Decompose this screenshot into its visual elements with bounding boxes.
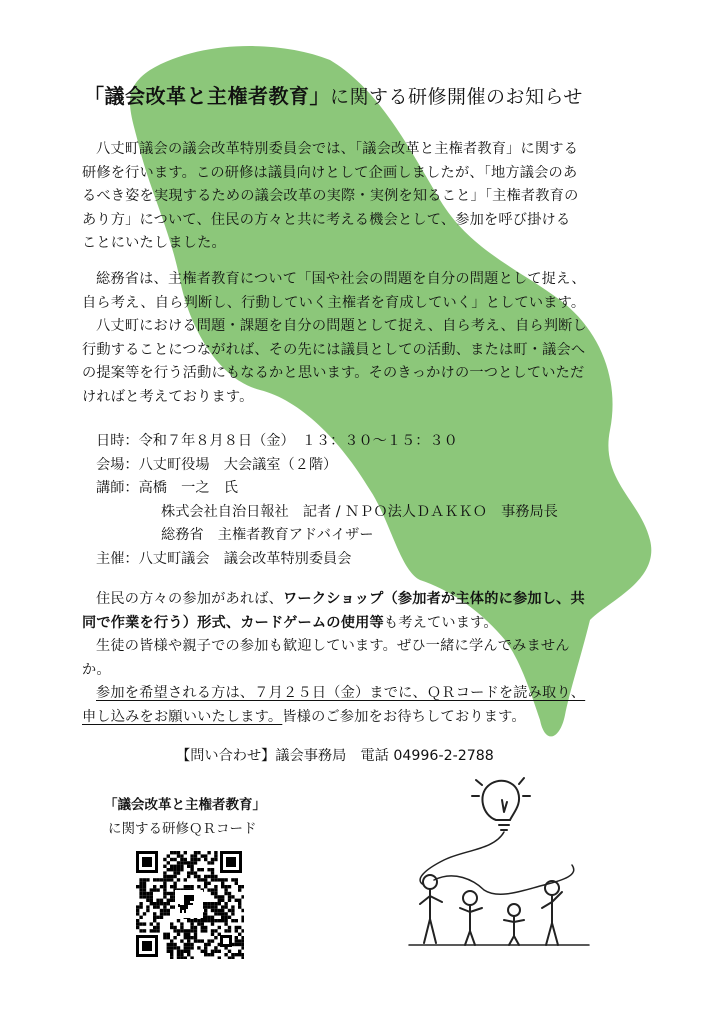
intro-paragraph (82, 138, 662, 256)
person-icon (420, 875, 442, 943)
event-datetime: 日時：令和７年８月８日（金） １３：３０〜１５：３０ (96, 433, 458, 449)
qr-caption: に関する研修ＱＲコード (108, 821, 257, 837)
purpose-paragraph (82, 268, 662, 409)
page-title (84, 80, 684, 109)
title-bold: 「議会改革と主権者教育」 (84, 84, 330, 108)
event-venue: 会場：八丈町役場 大会議室（２階） (96, 456, 338, 473)
invitation-bold: 同で作業を行う）形式、カードゲームの使用等 (82, 614, 384, 631)
person-icon (504, 904, 524, 945)
intro-line: るべき姿を実現するための議会改革の実際・実例を知ること」「主権者教育の (82, 188, 579, 204)
intro-line: あり方」について、住民の方々と共に考える機会として、参加を呼び掛ける (82, 211, 571, 228)
invitation-line (82, 706, 662, 730)
intro-line: 研修を行います。この研修は議員向けとして企画しましたが、「地方議会のあ (82, 164, 578, 181)
person-icon (460, 891, 482, 945)
title-rest: に関する研修開催のお知らせ (330, 86, 583, 108)
invitation-line (82, 682, 662, 706)
purpose-line: 行動することにつながれば、その先には議員としての活動、または町・議会へ (82, 341, 586, 358)
lecturer-affiliation: 株式会社自治日報社 記者 / ＮＰＯ法人ＤＡＫＫＯ 事務局長 (161, 503, 558, 520)
invitation-text: も考えています。 (383, 614, 498, 631)
invitation-line (82, 588, 662, 612)
purpose-line: ければと考えております。 (82, 388, 254, 405)
invitation-line: か。 (82, 661, 111, 678)
invitation-text: 皆様のご参加をお待ちしております。 (282, 708, 526, 725)
event-lecturer: 講師：高橋 一之 氏 (96, 480, 238, 496)
qr-caption-title: 「議会改革と主権者教育」 (104, 797, 266, 813)
deadline-notice: 参加を希望される方は、７月２５日（金）までに、ＱＲコードを読み取り、 (96, 685, 586, 701)
invitation-paragraph (82, 588, 662, 729)
intro-line: 八丈町議会の議会改革特別委員会では、「議会改革と主権者教育」に関する (96, 141, 579, 157)
qr-code[interactable] (134, 849, 244, 959)
purpose-line: 自ら考え、自ら判断し、行動していく主権者を育成していく」としています。 (82, 294, 586, 311)
invitation-bold: ワークショップ（参加者が主体的に参加し、共 (283, 591, 585, 607)
purpose-line: 総務省は、主権者教育について「国や社会の問題を自分の問題として捉え、 (96, 271, 586, 287)
lecturer-affiliation: 総務省 主権者教育アドバイザー (161, 527, 374, 543)
contact-info: 【問い合わせ】議会事務局 電話 04996-2-2788 (176, 748, 494, 764)
invitation-text: 住民の方々の参加があれば、 (96, 591, 284, 607)
intro-line: ことにいたしました。 (82, 235, 226, 251)
purpose-line: 八丈町における問題・課題を自分の問題として捉え、自ら考え、自ら判断し (96, 318, 587, 334)
person-icon (542, 881, 562, 945)
lightbulb-icon (472, 778, 530, 830)
event-details (96, 430, 558, 571)
dinosaur-icon (175, 890, 203, 918)
deadline-notice: 申し込みをお願いいたします。 (82, 708, 283, 725)
invitation-line: 生徒の皆様や親子での参加も歓迎しています。ぜひ一緒に学んでみません (96, 638, 570, 654)
invitation-line (82, 612, 662, 636)
lightbulb-teamwork-illustration (404, 770, 594, 965)
event-organizer: 主催：八丈町議会 議会改革特別委員会 (96, 550, 352, 567)
purpose-line: の提案等を行う活動にもなるかと思います。そのきっかけの一つとしていただ (82, 365, 585, 381)
